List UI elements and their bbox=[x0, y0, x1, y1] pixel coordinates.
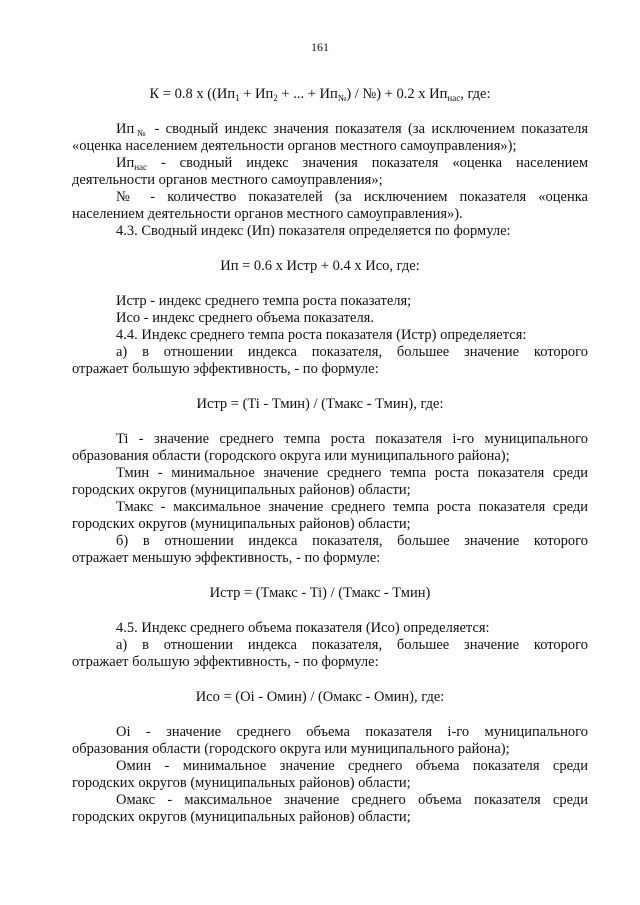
section-4-5: 4.5. Индекс среднего объема показателя (Исо) определяется: bbox=[116, 620, 490, 636]
section-4-3: 4.3. Сводный индекс (Ип) показателя определяется по формуле: bbox=[116, 223, 511, 239]
text-line: отражает большую эффективность, - по формуле: bbox=[72, 361, 379, 377]
formula-istr-a: Истр = (Ti - Тмин) / (Тмакс - Тмин), где: bbox=[196, 396, 444, 412]
formula-ip: Ип = 0.6 х Истр + 0.4 х Исо, где: bbox=[220, 258, 420, 274]
definition-count: № - количество показателей (за исключением показателя «оценка bbox=[116, 189, 588, 205]
text-line: городских округов (муниципальных районов) области; bbox=[72, 482, 411, 498]
definition-tmax: Тмакс - максимальное значение среднего темпа роста показателя среди bbox=[116, 499, 588, 515]
text-line: городских округов (муниципальных районов) области; bbox=[72, 809, 411, 825]
definition-ip-nas: $Ип_{нас}$ - сводный индекс значения показателя «оценка населением bbox=[116, 155, 588, 172]
formula-k: К = 0.8 х (($Ип_1 + Ип_2$ + ... + $Ип_№$) / №) + 0.2 х $Ип_{нас}$, где: bbox=[149, 86, 491, 103]
definition-omax: Омакс - максимальное значение среднего объема показателя среди bbox=[116, 792, 588, 808]
definition-omin: Омин - минимальное значение среднего объема показателя среди bbox=[116, 758, 588, 774]
text-line: деятельности органов местного самоуправления»; bbox=[72, 172, 383, 188]
text-line: «оценка населением деятельности органов местного самоуправления»); bbox=[72, 138, 517, 154]
definition-oi: Oi - значение среднего объема показателя i-го муниципального bbox=[116, 724, 588, 740]
text-line: отражает меньшую эффективность, - по формуле: bbox=[72, 550, 381, 566]
case-a: а) в отношении индекса показателя, большее значение которого bbox=[116, 344, 588, 360]
section-4-4: 4.4. Индекс среднего темпа роста показателя (Истр) определяется: bbox=[116, 327, 527, 343]
definition-iso: Исо - индекс среднего объема показателя. bbox=[116, 310, 374, 326]
case-b: б) в отношении индекса показателя, большее значение которого bbox=[116, 533, 588, 549]
formula-istr-b: Истр = (Тмакс - Ti) / (Тмакс - Тмин) bbox=[209, 585, 431, 601]
page-number: 161 bbox=[311, 40, 329, 54]
definition-ip-n: $Ип_№$ - сводный индекс значения показателя (за исключением показателя bbox=[116, 121, 588, 138]
case-a-iso: а) в отношении индекса показателя, большее значение которого bbox=[116, 637, 588, 653]
text-line: образования области (городского округа или муниципального района); bbox=[72, 741, 510, 757]
text-line: городских округов (муниципальных районов) области; bbox=[72, 516, 411, 532]
text-line: населением деятельности органов местного самоуправления»). bbox=[72, 206, 463, 222]
text-line: образования области (городского округа или муниципального района); bbox=[72, 448, 510, 464]
definition-tmin: Тмин - минимальное значение среднего темпа роста показателя среди bbox=[116, 465, 588, 481]
definition-ti: Ti - значение среднего темпа роста показателя i-го муниципального bbox=[116, 431, 588, 447]
text-line: отражает большую эффективность, - по формуле: bbox=[72, 654, 379, 670]
definition-istr: Истр - индекс среднего темпа роста показателя; bbox=[116, 293, 412, 309]
formula-iso: Исо = (Oi - Омин) / (Омакс - Омин), где: bbox=[195, 689, 445, 705]
text-line: городских округов (муниципальных районов) области; bbox=[72, 775, 411, 791]
